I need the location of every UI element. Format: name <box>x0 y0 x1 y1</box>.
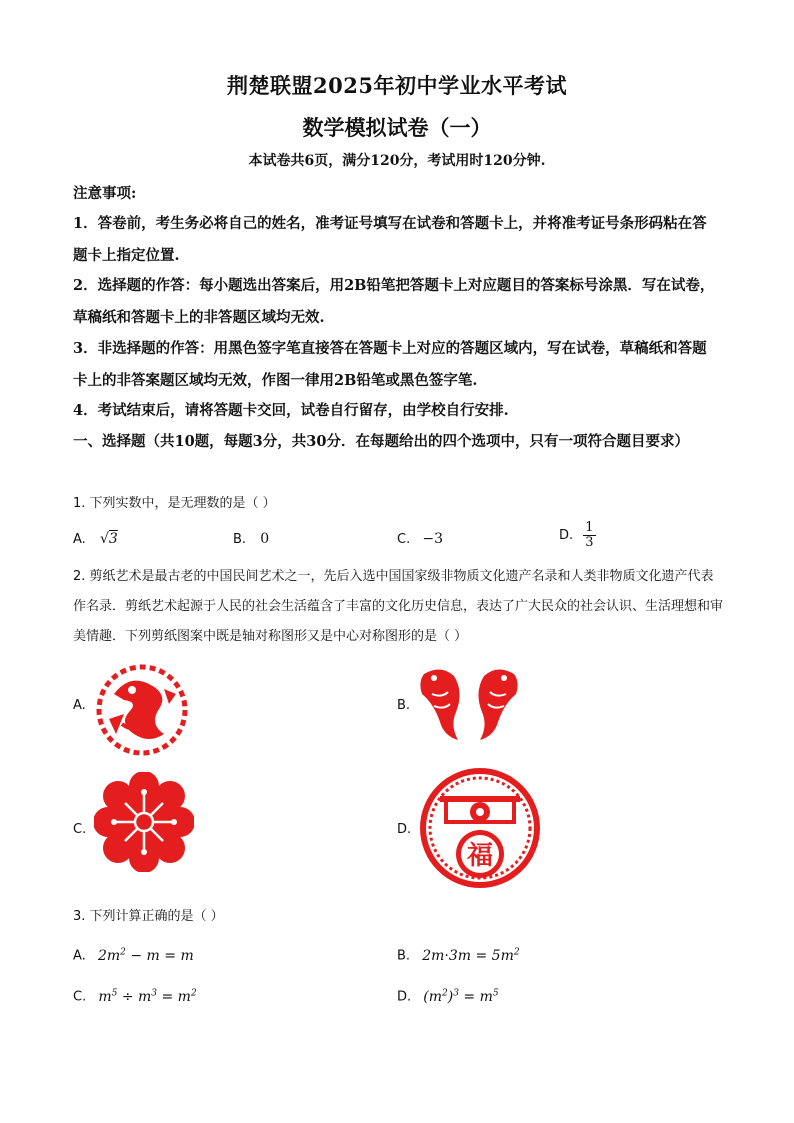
q1-option-c-value: −3 <box>422 531 443 547</box>
fu-character-papercut-icon <box>416 766 544 890</box>
q3-option-a-expression: $2m^2 - m = m$ <box>97 947 194 964</box>
q3-option-a <box>73 947 194 964</box>
notice-item-3: 3．非选择题的作答：用黑色签字笔直接答在答题卡上对应的答题区域内，写在试卷，草稿纸和答题卡上的非答案题区域均无效，作图一律用2B铅笔或黑色签字笔. <box>73 340 707 389</box>
q1-option-b-label: B. <box>233 532 247 547</box>
q3-option-b-expression: $2m\cdot 3m = 5m^2$ <box>422 947 520 964</box>
question-3-stem: 3. 下列计算正确的是（ ） <box>73 909 224 924</box>
sqrt-icon: √3 <box>99 531 118 547</box>
flower-papercut-icon <box>94 772 194 872</box>
notice-heading: 注意事项: <box>73 185 137 202</box>
q3-option-b <box>397 947 520 964</box>
q2-option-a-label: A. <box>73 698 86 713</box>
exam-info: 本试卷共6页，满分120分，考试用时120分钟. <box>248 153 546 169</box>
q1-option-d <box>559 521 596 550</box>
dragon-papercut-icon <box>94 664 190 756</box>
q3-option-d-label: D. <box>397 989 412 1005</box>
q3-option-d <box>397 988 499 1005</box>
notice-item-2: 2．选择题的作答：每小题选出答案后，用2B铅笔把答题卡上对应题目的答案标号涂黑．写在试卷，草稿纸和答题卡上的非答题区域均无效. <box>73 277 715 326</box>
notice-item-4: 4．考试结束后，请将答题卡交回，试卷自行留存，由学校自行安排. <box>73 402 509 419</box>
q2-option-d-label: D. <box>397 822 412 837</box>
q1-option-a <box>73 531 118 547</box>
q1-option-a-value: 3 <box>108 531 118 547</box>
q3-option-d-expression: $(m^2)^3 = m^5$ <box>423 988 499 1005</box>
q1-option-d-fraction <box>583 521 595 550</box>
q1-option-c <box>397 531 443 547</box>
q1-option-b <box>233 531 269 547</box>
q3-option-b-label: B. <box>397 948 411 964</box>
q3-option-c-label: C. <box>73 989 87 1005</box>
question-2-stem: 2. 剪纸艺术是最古老的中国民间艺术之一，先后入选中国国家级非物质文化遗产名录和人类非物质文化遗产代表作名录．剪纸艺术起源于人民的社会生活蕴含了丰富的文化历史信息，表达了广大民众的社会认识、生活理想和审美情趣．下列剪纸图案中既是轴对称图形又是中心对称图形的是（ ） <box>73 569 724 644</box>
fraction-denominator: 3 <box>585 535 594 550</box>
q1-option-d-label: D. <box>559 528 574 543</box>
q3-option-c <box>73 988 197 1005</box>
exam-subtitle: 数学模拟试卷（一） <box>302 115 492 140</box>
twin-carp-papercut-icon <box>416 664 522 744</box>
notice-item-1: 1．答卷前，考生务必将自己的姓名，准考证号填写在试卷和答题卡上，并将准考证号条形码粘在答题卡上指定位置. <box>73 215 707 264</box>
q1-option-b-value: 0 <box>260 531 270 547</box>
q3-option-c-expression: $m^5 \div m^3 = m^2$ <box>98 988 197 1005</box>
q3-option-a-label: A. <box>73 948 86 964</box>
question-1-stem: 1. 下列实数中，是无理数的是（ ） <box>73 496 276 511</box>
q2-option-b-label: B. <box>397 698 411 713</box>
q2-option-c-label: C. <box>73 822 87 837</box>
section-title: 一、选择题（共10题，每题3分，共30分．在每题给出的四个选项中，只有一项符合题目要求） <box>73 433 689 450</box>
fraction-numerator: 1 <box>585 520 594 535</box>
q1-option-a-label: A. <box>73 532 86 547</box>
fu-character: 福 <box>466 841 494 871</box>
q1-option-c-label: C. <box>397 532 411 547</box>
exam-title: 荆楚联盟2025年初中学业水平考试 <box>227 73 567 98</box>
